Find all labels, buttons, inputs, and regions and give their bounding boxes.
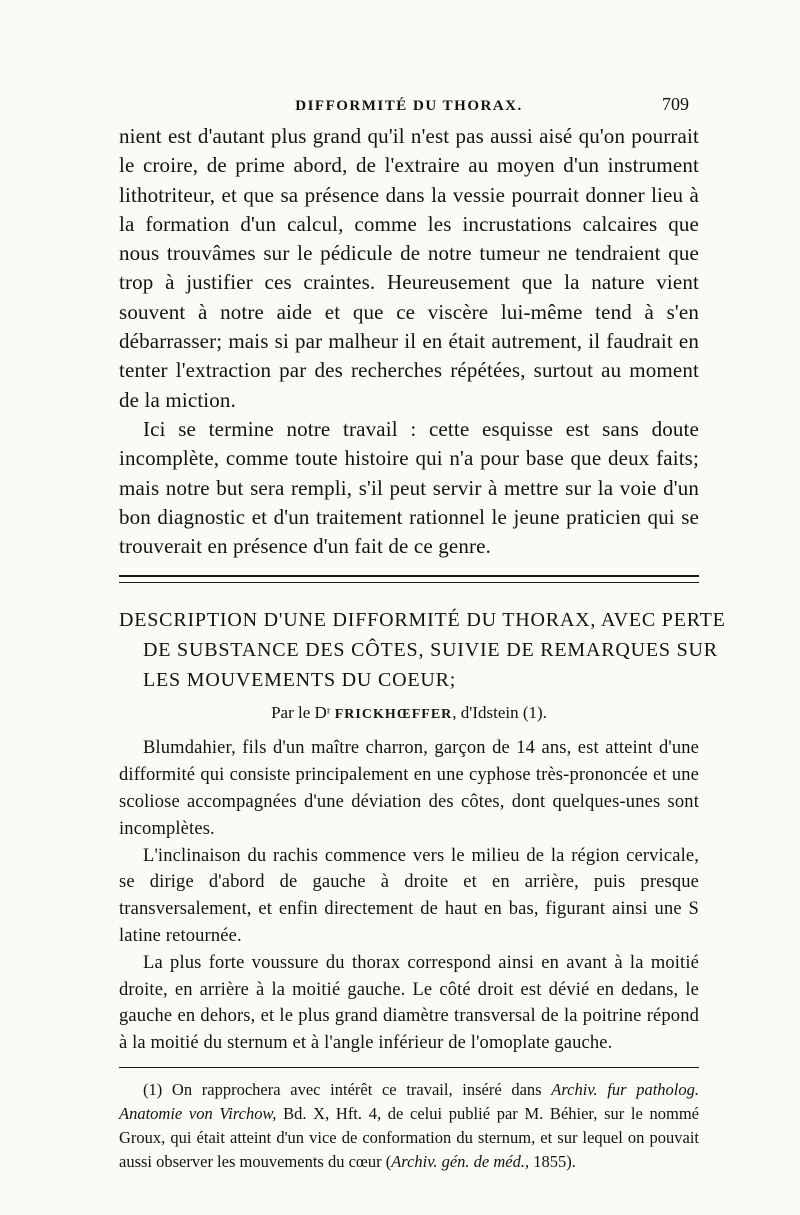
article-paragraph-3: La plus forte voussure du thorax correspond ainsi en avant à la moitié droite, en arrière à la moitié gauche. Le côté droit est dévié en dedans, le gauche en dehors, et le plus grand diamètre transversal de la poitrine répond à la moitié du sternum et à l'angle inférieur de l'omoplate gauche. [119, 952, 699, 1054]
running-head [119, 92, 699, 118]
paragraph-continuation: nient est d'autant plus grand qu'il n'est pas aussi aisé qu'on pourrait le croire, de prime abord, de l'extraire au moyen d'un instrument lithotriteur, et que sa présence dans la vessie pourrait donner lieu à la formation d'un calcul, comme les incrustations calcaires que nous trouvâmes sur le pédicule de notre tumeur ne tendraient que trop à justifier ces craintes. Heureusement que la nature vient souvent à notre aide et que ce viscère lui-même tend à s'en débarrasser; mais si par malheur il en était autrement, il faudrait en tenter l'extraction par des recherches répétées, surtout au moment de la miction. [119, 124, 699, 412]
footnote-rule [119, 1067, 699, 1068]
footnote-citation-2: Archiv. gén. de méd., [391, 1152, 530, 1172]
book-page [119, 92, 726, 1191]
article-paragraph-1: Blumdahier, fils d'un maître charron, garçon de 14 ans, est atteint d'une difformité qui consiste principalement en une cyphose très-prononcée et une scoliose accompagnées d'une déviation des côtes, dont quelques-unes sont incomplètes. [119, 738, 699, 839]
section-divider [119, 575, 699, 583]
section-title-line-1: DESCRIPTION D'UNE DIFFORMITÉ DU THORAX, AVEC PERTE [119, 609, 726, 632]
paragraph-conclusion: Ici se termine notre travail : cette esquisse est sans doute incomplète, comme toute histoire qui n'a pour base que deux faits; mais notre but sera rempli, s'il peut servir à mettre sur la voie d'un bon diagnostic et d'un traitement rationnel le jeune praticien qui se trouverait en présence d'un fait de ce genre. [119, 416, 699, 559]
footnote-text-1: On rapprochera avec intérêt ce travail, inséré dans [162, 1080, 552, 1100]
footnote-text-2: Bd. X, Hft. 4, de celui publié par M. Béhier, sur le nommé Groux, qui était atteint d'un vice de conformation du sternum, et sur lequel on pouvait aussi observer les mouvements du cœur ( [119, 1104, 700, 1172]
byline [119, 701, 699, 727]
running-title: DIFFORMITÉ DU THORAX. [295, 98, 523, 114]
section-title-line-2: DE SUBSTANCE DES CÔTES, SUIVIE DE REMARQUES SUR [143, 639, 718, 662]
byline-suffix: , d'Idstein (1). [452, 703, 547, 723]
byline-author: FRICKHŒFFER [334, 707, 453, 723]
article-paragraph-2: L'inclinaison du rachis commence vers le milieu de la région cervicale, se dirige d'abord de gauche à droite et en arrière, puis presque transversalement, et enfin directement de haut en bas, figurant ainsi une S latine retournée. [119, 845, 699, 947]
page-number: 709 [662, 94, 689, 114]
section-title [119, 605, 726, 695]
footnote-citation-1: Archiv. fur patholog. Anatomie von Virchow, [119, 1080, 699, 1124]
footnote-marker: (1) [143, 1080, 163, 1100]
section-title-line-3: LES MOUVEMENTS DU COEUR; [143, 669, 457, 692]
article-body [119, 735, 699, 1057]
footnote-text-3: 1855). [529, 1152, 576, 1172]
footnote [119, 1078, 699, 1174]
byline-prefix: Par le Dʳ [271, 703, 331, 723]
